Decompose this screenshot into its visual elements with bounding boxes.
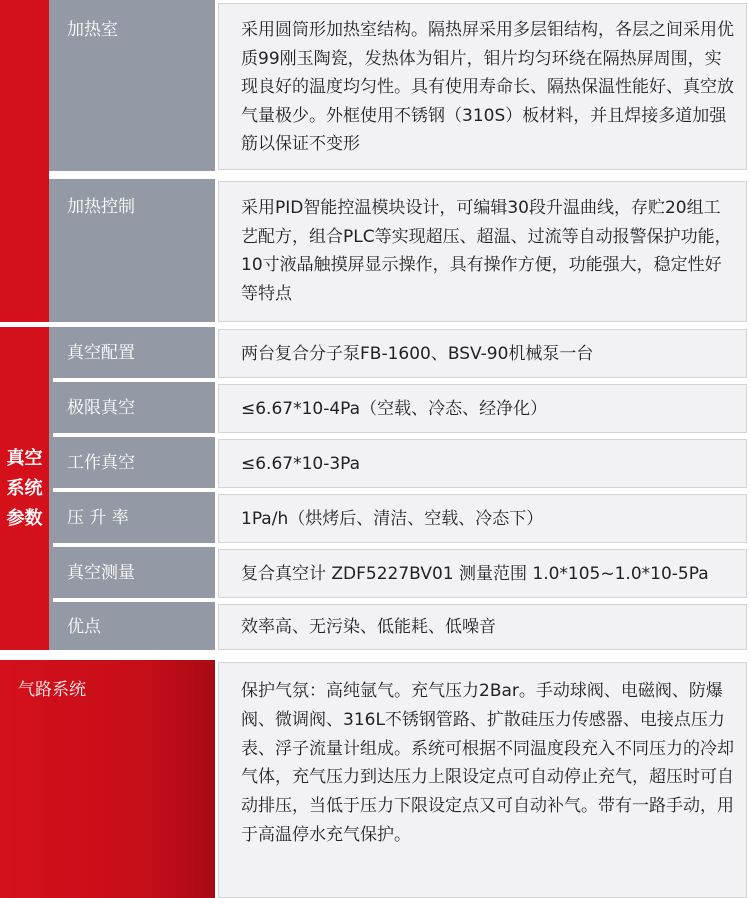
gas-system-label-cell bbox=[0, 660, 215, 898]
vacuum-row-value: 两台复合分子泵FB-1600、BSV-90机械泵一台 bbox=[218, 329, 747, 378]
vacuum-row-label: 真空配置 bbox=[67, 343, 135, 363]
heating-control-label-cell bbox=[49, 179, 215, 322]
vacuum-row-label-cell bbox=[53, 602, 215, 650]
vacuum-row-value: ≤6.67*10-4Pa（空载、冷态、经净化） bbox=[218, 384, 747, 433]
gas-system-description: 保护气氛：高纯氩气。充气压力2Bar。手动球阀、电磁阀、防爆阀、微调阀、316L不锈钢管路、扩散硅压力传感器、电接点压力表、浮子流量计组成。系统可根据不同温度段充入不同压力的冷却气体，充气压力到达压力上限设定点可自动停止充气，超压时可自动排压，当低于压力下限设定点又可自动补气。带有一路手动，用于高温停水充气保护。 bbox=[218, 662, 747, 898]
vacuum-system-title-cell bbox=[0, 327, 49, 650]
vacuum-row-label-cell bbox=[53, 437, 215, 488]
vacuum-row-label-cell bbox=[53, 547, 215, 598]
vacuum-row-label: 优点 bbox=[67, 617, 101, 637]
vacuum-row-label-cell bbox=[53, 382, 215, 433]
vacuum-row-label-cell bbox=[53, 327, 215, 378]
left-red-column-top bbox=[0, 0, 49, 322]
vacuum-row-value: 效率高、无污染、低能耗、低噪音 bbox=[218, 604, 747, 650]
vacuum-row-value: ≤6.67*10-3Pa bbox=[218, 439, 747, 488]
heating-chamber-label: 加热室 bbox=[67, 20, 118, 40]
vacuum-row-label: 真空测量 bbox=[67, 563, 135, 583]
vacuum-row-label: 工作真空 bbox=[67, 453, 135, 473]
vacuum-system-title: 真空系统参数 bbox=[6, 447, 43, 529]
gas-system-label: 气路系统 bbox=[18, 680, 86, 700]
vacuum-row-label: 压 升 率 bbox=[67, 508, 129, 528]
vacuum-row-value: 复合真空计 ZDF5227BV01 测量范围 1.0*105~1.0*10-5Pa bbox=[218, 549, 747, 598]
vacuum-row-label-cell bbox=[53, 492, 215, 543]
heating-control-label: 加热控制 bbox=[67, 197, 135, 217]
vacuum-row-label: 极限真空 bbox=[67, 398, 135, 418]
heating-chamber-label-cell bbox=[49, 0, 215, 171]
heating-control-description: 采用PID智能控温模块设计，可编辑30段升温曲线，存贮20组工艺配方，组合PLC等实现超压、超温、过流等自动报警保护功能，10寸液晶触摸屏显示操作，具有操作方便，功能强大，稳定性好等特点 bbox=[218, 181, 747, 322]
vacuum-row-value: 1Pa/h（烘烤后、清洁、空载、冷态下） bbox=[218, 494, 747, 543]
heating-chamber-description: 采用圆筒形加热室结构。隔热屏采用多层钼结构，各层之间采用优质99刚玉陶瓷，发热体为钼片，钼片均匀环绕在隔热屏周围，实现良好的温度均匀性。具有使用寿命长、隔热保温性能好、真空放气量极少。外框使用不锈钢（310S）板材料，并且焊接多道加强筋以保证不变形 bbox=[218, 3, 747, 170]
